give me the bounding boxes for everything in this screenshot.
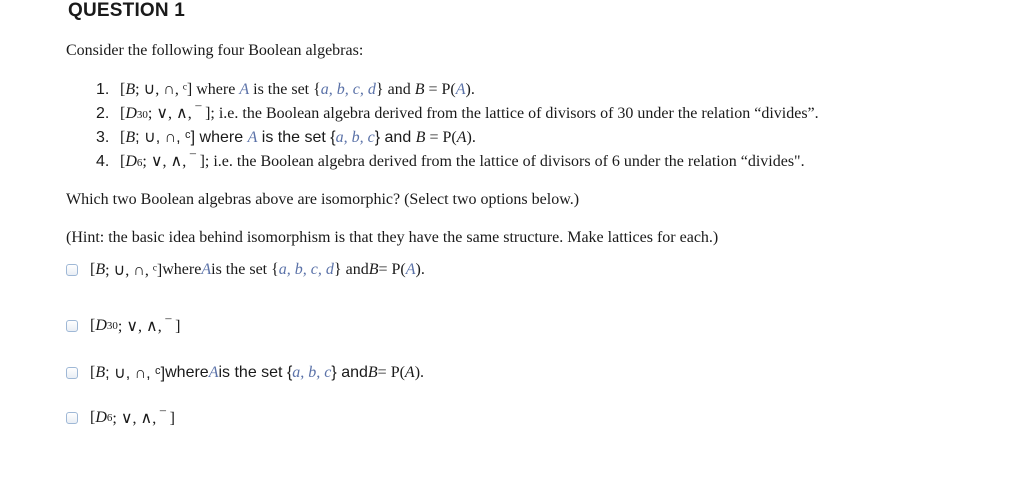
question-title: QUESTION 1 — [68, 0, 186, 21]
checkbox-option-1[interactable] — [66, 264, 78, 276]
item-number: 1. — [96, 81, 110, 98]
list-item-1: 1. [B; ∪, ∩, ᶜ] where A is the set {a, b, c, d} and B = P(A). — [96, 81, 475, 98]
question-prompt: Which two Boolean algebras above are isomorphic? (Select two options below.) — [66, 191, 580, 208]
item-number: 4. — [96, 153, 110, 170]
answer-option-4[interactable]: [ D 6 ; ∨, ∧, ‾ ] — [66, 408, 175, 428]
algebra-list — [96, 79, 819, 175]
answer-option-2[interactable]: [ D 30 ; ∨, ∧, ‾ ] — [66, 316, 180, 336]
checkbox-option-4[interactable] — [66, 412, 78, 424]
item-number: 3. — [96, 129, 110, 146]
list-item-4: 4. [D6; ∨, ∧, ‾ ]; i.e. the Boolean algebra derived from the lattice of divisors of 6 under the relation “divides". — [96, 153, 805, 170]
answer-option-1[interactable]: [ B ; ∪, ∩, ᶜ] where A is the set { a, b, c, d } and B = P( A ). — [66, 260, 425, 280]
checkbox-option-3[interactable] — [66, 367, 78, 379]
checkbox-option-2[interactable] — [66, 320, 78, 332]
question-hint: (Hint: the basic idea behind isomorphism is that they have the same structure. Make lattices for each.) — [66, 229, 719, 246]
list-item-3: 3. [B; ∪, ∩, ᶜ] where A is the set {a, b, c} and B = P(A). — [96, 129, 476, 146]
answer-option-3[interactable]: [ B ; ∪, ∩, ᶜ] where A is the set { a, b, c } and B = P( A ). — [66, 363, 424, 383]
list-item-2: 2. [D30; ∨, ∧, ‾ ]; i.e. the Boolean algebra derived from the lattice of divisors of 30 under the relation “divides”. — [96, 105, 819, 122]
question-intro: Consider the following four Boolean algebras: — [66, 42, 364, 59]
item-number: 2. — [96, 105, 110, 122]
